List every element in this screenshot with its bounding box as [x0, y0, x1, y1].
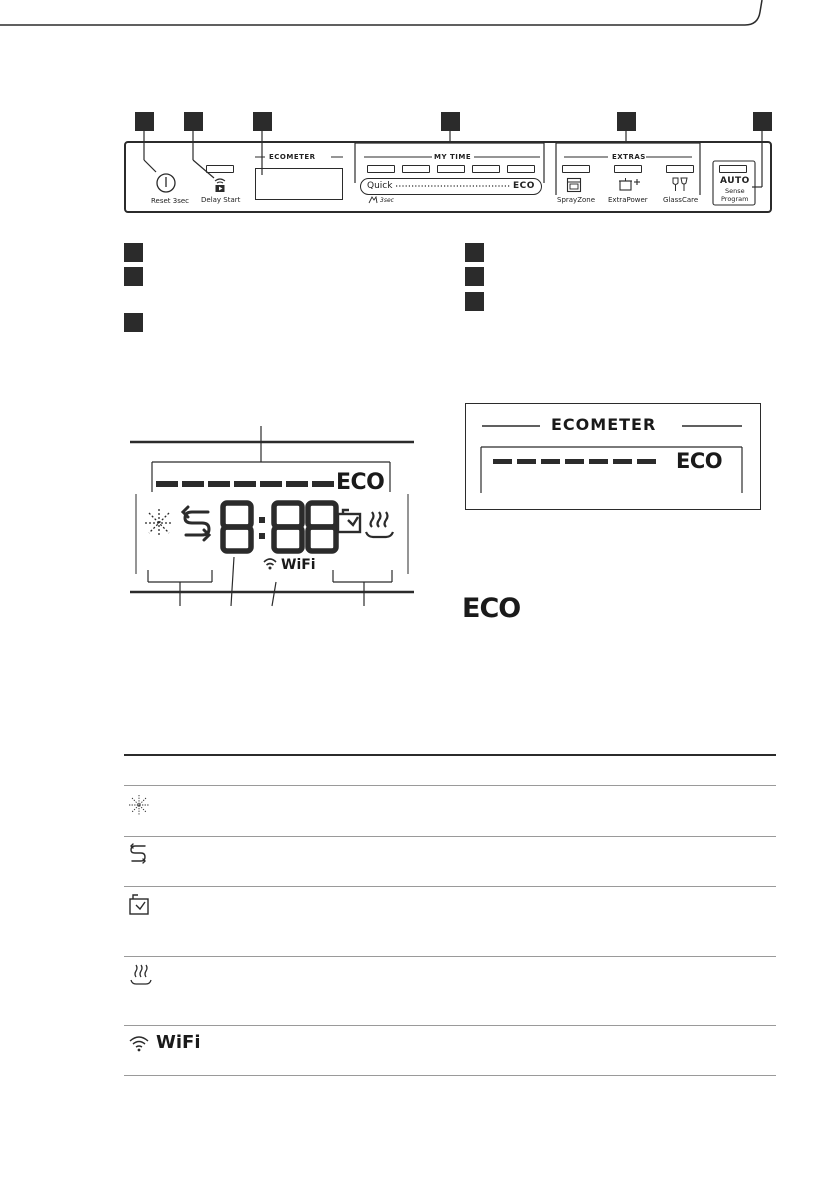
- machine-care-icon: [338, 510, 360, 532]
- legend-marker-3: [124, 313, 143, 332]
- legend-marker-4: [465, 243, 484, 262]
- table-top-rule: [124, 754, 776, 756]
- rinse-aid-icon: [128, 794, 154, 816]
- eco-symbol: ECO: [462, 593, 521, 624]
- mytime-eco-label: ECO: [513, 181, 535, 191]
- legend-marker-5: [465, 267, 484, 286]
- machine-care-icon: [128, 893, 154, 917]
- rinse-aid-icon: [145, 509, 173, 537]
- table-row-rule: [124, 886, 776, 887]
- delay-start-icon[interactable]: [212, 176, 228, 193]
- legend-marker-1: [124, 243, 143, 262]
- table-bottom-rule: [124, 1075, 776, 1076]
- sprayzone-label: SprayZone: [557, 196, 596, 204]
- quick-label: Quick: [367, 181, 393, 191]
- sense-label: Sense: [725, 187, 745, 195]
- glasscare-icon[interactable]: [671, 176, 689, 194]
- display-eco-label: ECO: [336, 470, 385, 495]
- sprayzone-led: [562, 165, 590, 173]
- legend-marker-2: [124, 267, 143, 286]
- auto-sense-led: [719, 165, 747, 173]
- ecometer-box-title: ECOMETER: [551, 415, 657, 434]
- mytime-led-4[interactable]: [472, 165, 500, 173]
- auto-label[interactable]: AUTO: [720, 176, 750, 186]
- table-wifi-label: WiFi: [156, 1032, 201, 1053]
- sprayzone-icon[interactable]: [566, 177, 582, 193]
- ecometer-small-label: ECOMETER: [269, 153, 316, 161]
- touch-hold-icon: [368, 196, 378, 204]
- table-row-rule: [124, 956, 776, 957]
- extras-label: EXTRAS: [612, 153, 646, 161]
- extrapower-icon[interactable]: [618, 176, 642, 193]
- wifi-icon: [128, 1034, 152, 1052]
- salt-icon: [183, 507, 209, 540]
- glasscare-label: GlassCare: [663, 196, 699, 204]
- sec-label: 3sec: [380, 197, 394, 204]
- mytime-led-3[interactable]: [437, 165, 465, 173]
- table-row-rule: [124, 836, 776, 837]
- digits-display: [223, 503, 336, 551]
- mytime-label: MY TIME: [434, 153, 472, 161]
- glasscare-led: [666, 165, 694, 173]
- extrapower-label: ExtraPower: [608, 196, 648, 204]
- extrapower-led: [614, 165, 642, 173]
- delay-start-label: Delay Start: [201, 196, 241, 204]
- delay-start-led: [206, 165, 234, 173]
- ecometer-screen: [255, 168, 343, 200]
- table-row-rule: [124, 1025, 776, 1026]
- power-icon[interactable]: [155, 172, 177, 194]
- salt-icon: [128, 843, 154, 865]
- reset-label: Reset 3sec: [151, 197, 190, 205]
- legend-marker-6: [465, 292, 484, 311]
- autoopen-drying-icon: [366, 512, 393, 537]
- autoopen-drying-icon: [128, 963, 156, 987]
- mytime-led-5[interactable]: [507, 165, 535, 173]
- program-label: Program: [721, 195, 749, 203]
- wifi-icon: [264, 559, 276, 565]
- mytime-led-2[interactable]: [402, 165, 430, 173]
- display-diagram: [128, 422, 418, 610]
- mytime-led-1[interactable]: [367, 165, 395, 173]
- display-wifi-label: WiFi: [281, 557, 316, 573]
- ecometer-box-eco-label: ECO: [676, 449, 723, 473]
- mytime-dotted-line: [396, 182, 512, 190]
- table-header-rule: [124, 785, 776, 786]
